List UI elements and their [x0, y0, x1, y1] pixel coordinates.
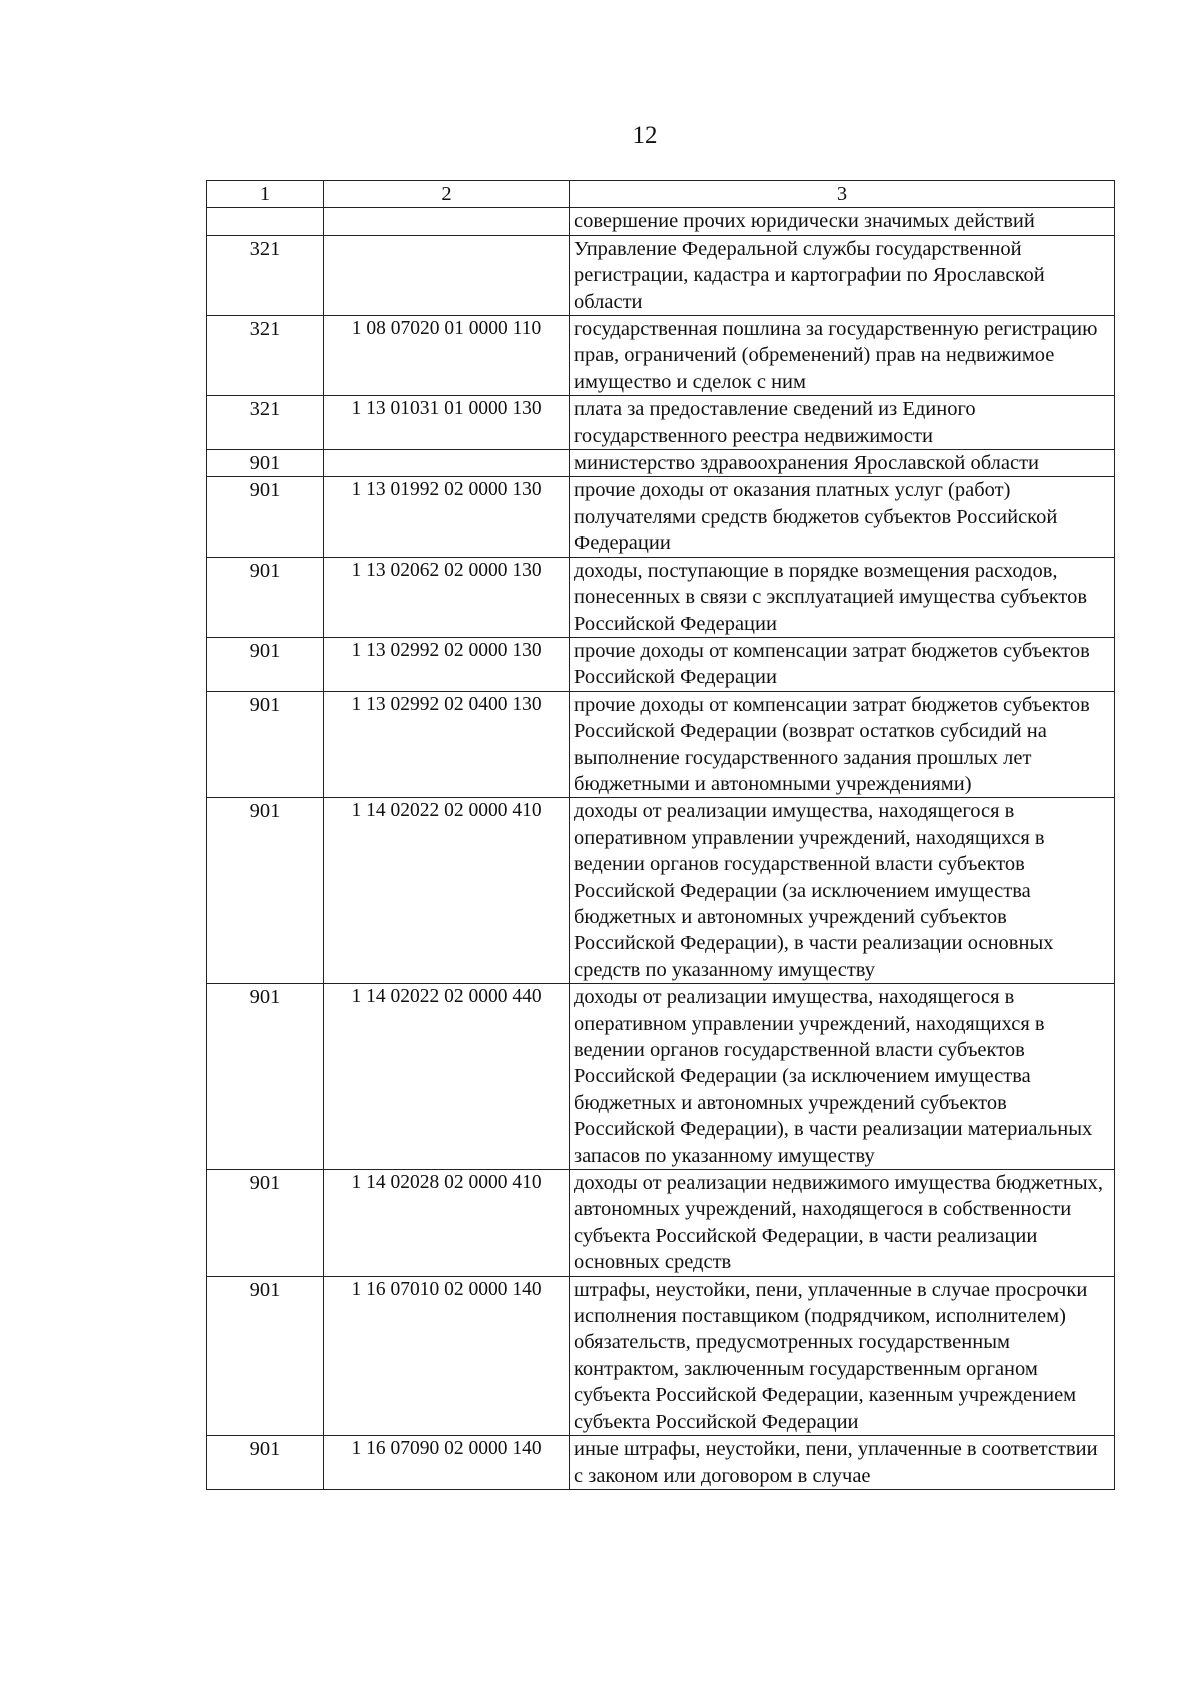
table-row	[207, 984, 1115, 1170]
description-cell: доходы от реализации имущества, находящегося в оперативном управлении учреждений, находящихся в ведении органов государственной власти субъектов Российской Федерации (за исключением имущества бюджетных и автономных учреждений субъектов Российской Федерации), в части реализации материальных запасов по указанному имуществу	[570, 984, 1115, 1170]
admin-code-cell: 901	[207, 798, 324, 984]
description-cell: доходы от реализации недвижимого имущества бюджетных, автономных учреждений, находящегося в собственности субъекта Российской Федерации, в части реализации основных средств	[570, 1170, 1115, 1277]
kbk-code-cell	[324, 235, 570, 315]
description-cell: прочие доходы от оказания платных услуг (работ) получателями средств бюджетов субъектов Российской Федерации	[570, 477, 1115, 557]
description-cell: плата за предоставление сведений из Единого государственного реестра недвижимости	[570, 396, 1115, 450]
admin-code-cell: 901	[207, 984, 324, 1170]
kbk-code-cell: 1 13 01992 02 0000 130	[324, 477, 570, 557]
table-row	[207, 208, 1115, 235]
kbk-code-cell: 1 14 02022 02 0000 440	[324, 984, 570, 1170]
admin-code-cell: 901	[207, 557, 324, 637]
description-cell: совершение прочих юридически значимых действий	[570, 208, 1115, 235]
kbk-code-cell: 1 16 07010 02 0000 140	[324, 1276, 570, 1435]
kbk-code-cell: 1 13 02062 02 0000 130	[324, 557, 570, 637]
table-row	[207, 1276, 1115, 1435]
admin-code-cell: 901	[207, 1170, 324, 1277]
description-cell: государственная пошлина за государственную регистрацию прав, ограничений (обременений) прав на недвижимое имущество и сделок с ним	[570, 316, 1115, 396]
kbk-code-cell: 1 16 07090 02 0000 140	[324, 1436, 570, 1490]
admin-code-cell: 321	[207, 316, 324, 396]
kbk-code-cell: 1 14 02028 02 0000 410	[324, 1170, 570, 1277]
table-row	[207, 316, 1115, 396]
kbk-code-cell: 1 13 02992 02 0400 130	[324, 691, 570, 798]
admin-code-cell: 901	[207, 1276, 324, 1435]
kbk-code-cell: 1 08 07020 01 0000 110	[324, 316, 570, 396]
admin-code-cell: 321	[207, 235, 324, 315]
description-cell: иные штрафы, неустойки, пени, уплаченные в соответствии с законом или договором в случае	[570, 1436, 1115, 1490]
admin-code-cell	[207, 208, 324, 235]
admin-code-cell: 901	[207, 477, 324, 557]
table-row	[207, 1170, 1115, 1277]
table-row	[207, 798, 1115, 984]
page-number: 12	[632, 122, 658, 149]
description-cell: штрафы, неустойки, пени, уплаченные в случае просрочки исполнения поставщиком (подрядчиком, исполнителем) обязательств, предусмотренных государственным контрактом, заключенным государственным органом субъекта Российской Федерации, казенным учреждением субъекта Российской Федерации	[570, 1276, 1115, 1435]
kbk-code-cell	[324, 208, 570, 235]
description-cell: доходы от реализации имущества, находящегося в оперативном управлении учреждений, находящихся в ведении органов государственной власти субъектов Российской Федерации (за исключением имущества бюджетных и автономных учреждений субъектов Российской Федерации), в части реализации основных средств по указанному имуществу	[570, 798, 1115, 984]
description-cell: министерство здравоохранения Ярославской области	[570, 450, 1115, 477]
column-header-3: 3	[570, 181, 1115, 208]
table-row	[207, 1436, 1115, 1490]
admin-code-cell: 901	[207, 1436, 324, 1490]
table-row	[207, 557, 1115, 637]
admin-code-cell: 901	[207, 637, 324, 691]
column-header-2: 2	[324, 181, 570, 208]
admin-code-cell: 901	[207, 450, 324, 477]
description-cell: прочие доходы от компенсации затрат бюджетов субъектов Российской Федерации (возврат остатков субсидий на выполнение государственного задания прошлых лет бюджетными и автономными учреждениями)	[570, 691, 1115, 798]
table-row	[207, 637, 1115, 691]
revenue-codes-table	[206, 180, 1115, 1490]
description-cell: Управление Федеральной службы государственной регистрации, кадастра и картографии по Ярославской области	[570, 235, 1115, 315]
table-header-row	[207, 181, 1115, 208]
kbk-code-cell: 1 14 02022 02 0000 410	[324, 798, 570, 984]
table-row	[207, 691, 1115, 798]
description-cell: доходы, поступающие в порядке возмещения расходов, понесенных в связи с эксплуатацией имущества субъектов Российской Федерации	[570, 557, 1115, 637]
table-row	[207, 235, 1115, 315]
admin-code-cell: 901	[207, 691, 324, 798]
kbk-code-cell: 1 13 01031 01 0000 130	[324, 396, 570, 450]
kbk-code-cell: 1 13 02992 02 0000 130	[324, 637, 570, 691]
table-row	[207, 450, 1115, 477]
table-row	[207, 477, 1115, 557]
description-cell: прочие доходы от компенсации затрат бюджетов субъектов Российской Федерации	[570, 637, 1115, 691]
kbk-code-cell	[324, 450, 570, 477]
admin-code-cell: 321	[207, 396, 324, 450]
table-row	[207, 396, 1115, 450]
column-header-1: 1	[207, 181, 324, 208]
